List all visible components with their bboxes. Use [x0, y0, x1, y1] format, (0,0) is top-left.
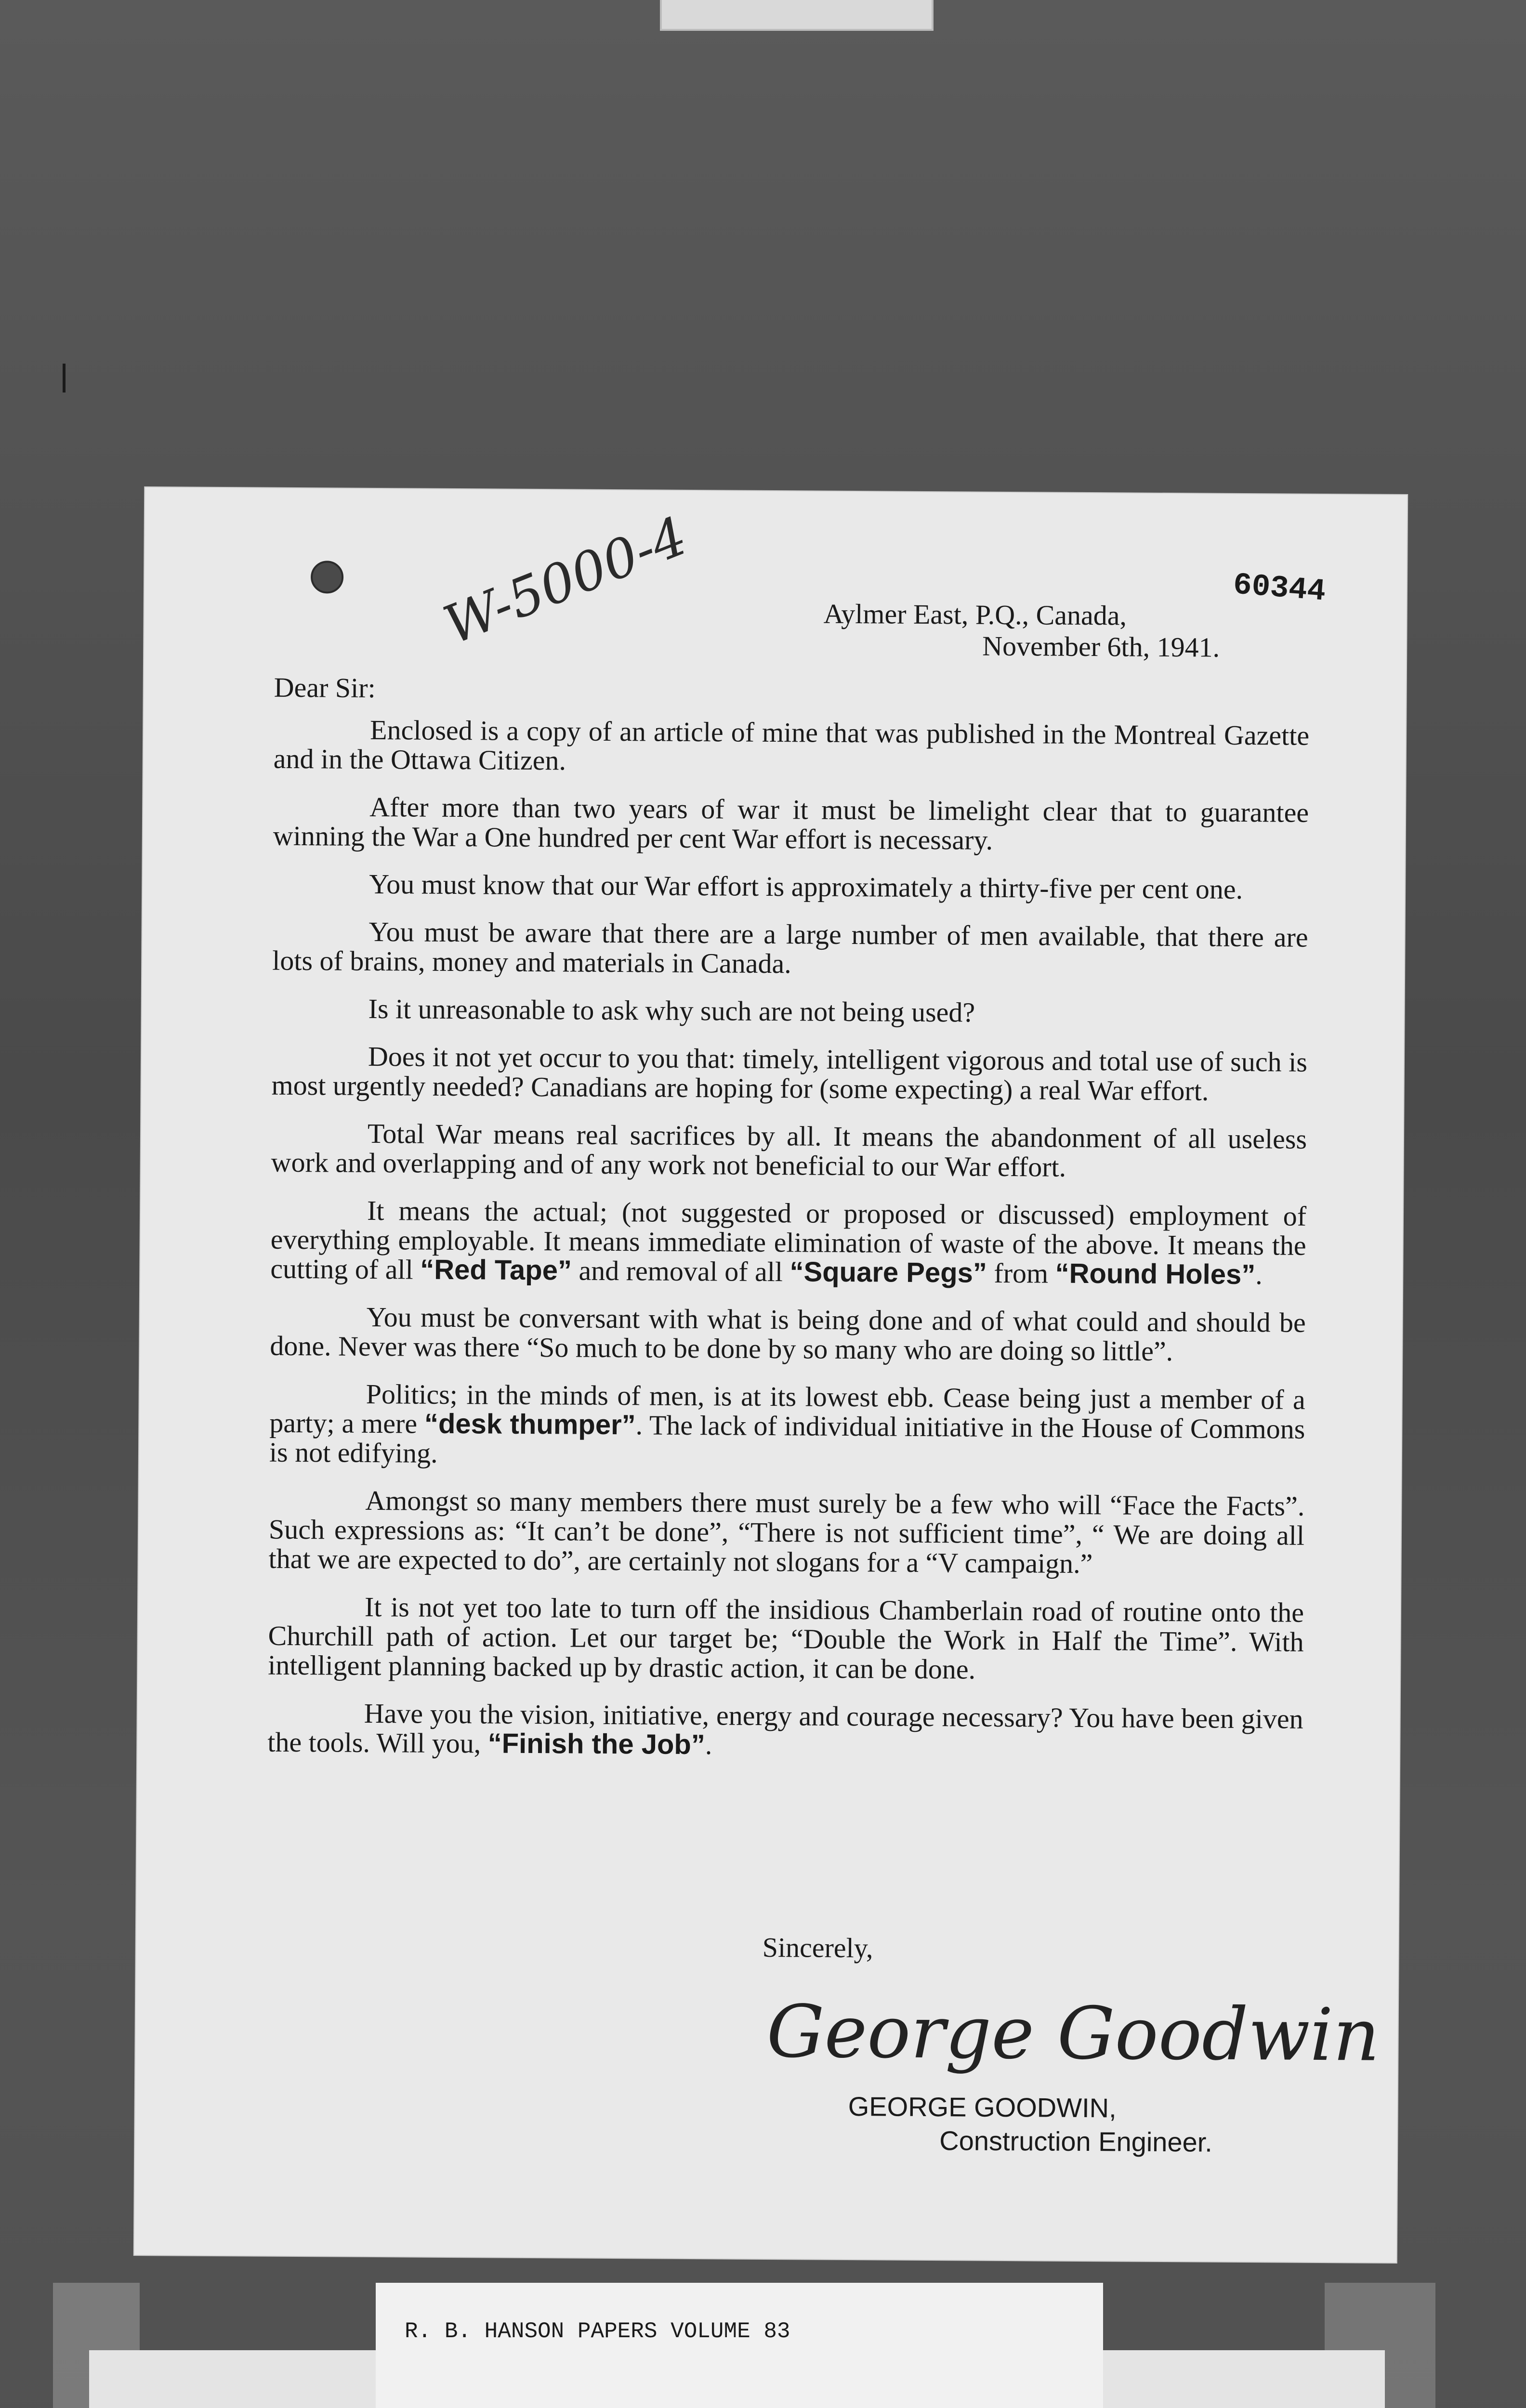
svg-text:W-5000-4: W-5000-4	[435, 505, 696, 656]
document-number: 60344	[1232, 568, 1327, 610]
paragraph: You must be aware that there are a large number of men available, that there are lots of brains, money and materials in Canada.	[272, 916, 1308, 980]
svg-text:George Goodwin: George Goodwin	[766, 1989, 1380, 2078]
paragraph: Politics; in the minds of men, is at its lowest ebb. Cease being just a member of a party; a mere “desk thumper”. The lack of individual initiative in the House of Commons is not edifying.	[269, 1378, 1305, 1469]
closing: Sincerely,	[762, 1931, 873, 1964]
paragraph: Does it not yet occur to you that: timely, intelligent vigorous and total use of such is most urgently needed? Canadians are hoping for (some expecting) a real War effort.	[271, 1040, 1308, 1107]
paragraph: You must know that our War effort is approximately a thirty-five per cent one.	[369, 868, 1243, 905]
reference-label	[376, 2283, 1103, 2408]
paragraph: Total War means real sacrifices by all. It means the abandonment of all useless work and overlapping and of any work not beneficial to our War effort.	[271, 1117, 1307, 1183]
handwritten-note	[433, 505, 703, 656]
letter-date: November 6th, 1941.	[982, 630, 1220, 663]
signer-title: Construction Engineer.	[939, 2125, 1213, 2158]
paragraph: Amongst so many members there must surely be a few who will “Face the Facts”. Such expressions as: “It can’t be done”, “There is not sufficient time”, “ We are doing all that we are expected to do”, are certainly not slogans for a “V campaign.”	[268, 1484, 1305, 1580]
paragraph: After more than two years of war it must be limelight clear that to guarantee winning the War a One hundred per cent War effort is necessary.	[273, 791, 1309, 856]
paragraph: It means the actual; (not suggested or proposed or discussed) employment of everything employable. It means immediate elimination of waste of the above. It means the cutting of all “Red Tape” and removal of all “Square Pegs” from “Round Holes”.	[270, 1194, 1307, 1291]
edge-mark	[63, 364, 66, 393]
punch-hole	[311, 561, 343, 593]
paragraph: You must be conversant with what is being done and of what could and should be done. Never was there “So much to be done by so many who are doing so little”.	[270, 1301, 1306, 1367]
signer-name: GEORGE GOODWIN,	[848, 2091, 1117, 2123]
letter-place: Aylmer East, P.Q., Canada,	[823, 598, 1127, 631]
top-film-tab	[660, 0, 934, 31]
paragraph: Have you the vision, initiative, energy and courage necessary? You have been given the tools. Will you, “Finish the Job”.	[267, 1697, 1303, 1761]
signature	[757, 1979, 1380, 2089]
salutation: Dear Sir:	[274, 671, 376, 704]
reference-text: R. B. HANSON PAPERS VOLUME 83	[405, 2319, 790, 2344]
paragraph: Is it unreasonable to ask why such are not being used?	[368, 993, 975, 1028]
paragraph: It is not yet too late to turn off the insidious Chamberlain road of routine onto the Churchill path of action. Let our target be; “Double the Work in Half the Time”. With intelligent planning backed up by drastic action, it can be done.	[268, 1591, 1304, 1685]
letter-page	[134, 487, 1407, 2263]
letter-body	[267, 715, 1309, 1781]
paragraph: Enclosed is a copy of an article of mine that was published in the Montreal Gazette and in the Ottawa Citizen.	[273, 714, 1310, 776]
